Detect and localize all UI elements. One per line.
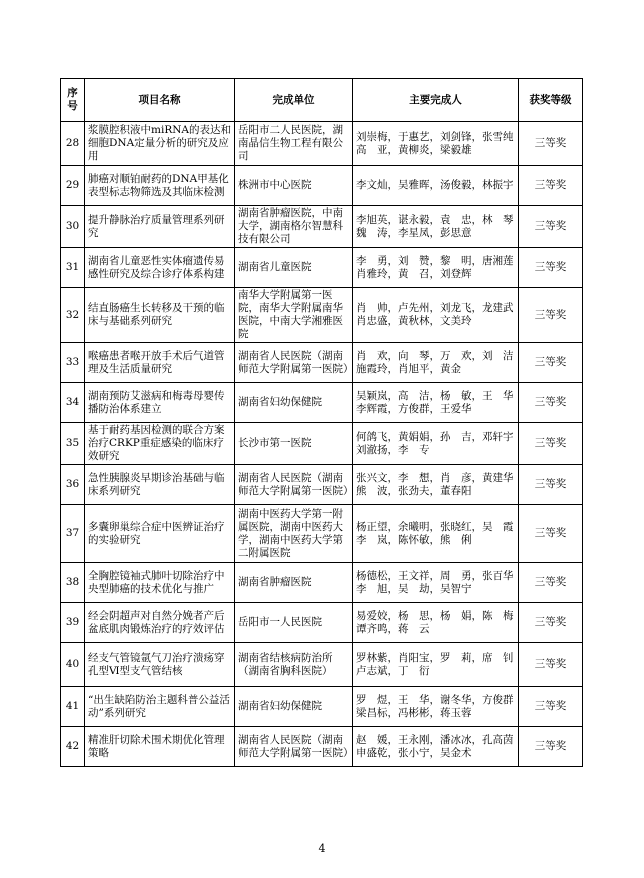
cell-project-name: 提升静脉治疗质量管理系列研究 (85, 206, 235, 248)
cell-unit: 株洲市中心医院 (235, 166, 353, 206)
cell-award: 三等奖 (519, 288, 583, 343)
table-row (61, 465, 583, 505)
cell-no: 30 (61, 206, 85, 248)
cell-no: 28 (61, 122, 85, 166)
cell-award: 三等奖 (519, 383, 583, 423)
awards-table (60, 78, 583, 767)
cell-people: 肖 帅，卢先州，刘龙飞，龙建武肖忠盛，黄秋林，文美玲 (353, 288, 519, 343)
cell-award: 三等奖 (519, 603, 583, 643)
cell-people: 罗 煜，王 华，谢冬华，方俊群梁昌标，冯彬彬，蒋玉蓉 (353, 687, 519, 727)
table-row (61, 423, 583, 465)
cell-people: 张兴文，李 想，肖 彦，黄建华熊 波，张劲夫，董春阳 (353, 465, 519, 505)
table-header-row (61, 79, 583, 122)
cell-no: 42 (61, 727, 85, 767)
cell-people: 李 勇，刘 赞，黎 明，唐湘莲肖雅玲，黄 召，刘登辉 (353, 248, 519, 288)
table-row (61, 383, 583, 423)
cell-project-name: 全胸腔镜袖式肺叶切除治疗中央型肺癌的技术优化与推广 (85, 563, 235, 603)
cell-no: 32 (61, 288, 85, 343)
cell-people: 刘崇梅，于惠艺，刘剑锋，张雪纯高 亚，黄柳炎，梁毅雄 (353, 122, 519, 166)
table-row (61, 727, 583, 767)
cell-people: 杨德松，王文祥，周 勇，张百华李 旭，吴 劫，吴智宁 (353, 563, 519, 603)
cell-award: 三等奖 (519, 206, 583, 248)
cell-project-name: 经支气管镜氩气刀治疗溃疡穿孔型Ⅵ型支气管结核 (85, 643, 235, 687)
cell-people: 李旭英，谌永毅，袁 忠，林 琴魏 涛，李星凤，彭思意 (353, 206, 519, 248)
cell-people: 肖 欢，向 琴，万 欢，刘 洁施霞玲，肖旭平，黄金 (353, 343, 519, 383)
table-row (61, 248, 583, 288)
cell-unit: 湖南省人民医院（湖南师范大学附属第一医院） (235, 465, 353, 505)
cell-project-name: 肺癌对顺铂耐药的DNA甲基化表型标志物筛选及其临床检测 (85, 166, 235, 206)
table-row (61, 206, 583, 248)
cell-unit: 湖南省肿瘤医院 (235, 563, 353, 603)
cell-project-name: 喉癌患者喉开放手术后气道管理及生活质量研究 (85, 343, 235, 383)
cell-award: 三等奖 (519, 643, 583, 687)
cell-no: 31 (61, 248, 85, 288)
cell-project-name: 浆膜腔积液中miRNA的表达和细胞DNA定量分析的研究及应用 (85, 122, 235, 166)
cell-unit: 湖南省肿瘤医院，中南大学，湖南格尔智慧科技有限公司 (235, 206, 353, 248)
cell-award: 三等奖 (519, 166, 583, 206)
header-people: 主要完成人 (353, 79, 519, 122)
cell-award: 三等奖 (519, 122, 583, 166)
table-row (61, 643, 583, 687)
cell-unit: 长沙市第一医院 (235, 423, 353, 465)
table-body (61, 122, 583, 767)
cell-no: 34 (61, 383, 85, 423)
cell-award: 三等奖 (519, 563, 583, 603)
cell-people: 赵 媛，王永刚，潘冰冰，孔高茵申盛乾，张小宁，吴金术 (353, 727, 519, 767)
cell-project-name: 结直肠癌生长转移及干预的临床与基础系列研究 (85, 288, 235, 343)
cell-project-name: 基于耐药基因检测的联合方案治疗CRKP重症感染的临床疗效研究 (85, 423, 235, 465)
table-row (61, 343, 583, 383)
cell-unit: 南华大学附属第一医院，南华大学附属南华医院，中南大学湘雅医院 (235, 288, 353, 343)
table-row (61, 603, 583, 643)
cell-unit: 湖南省儿童医院 (235, 248, 353, 288)
cell-no: 36 (61, 465, 85, 505)
cell-award: 三等奖 (519, 248, 583, 288)
cell-people: 何鸽飞，黄娟娟，孙 吉，邓轩宇刘澈扬，李 专 (353, 423, 519, 465)
cell-project-name: “出生缺陷防治主题科普公益活动”系列研究 (85, 687, 235, 727)
table-row (61, 505, 583, 563)
header-unit: 完成单位 (235, 79, 353, 122)
cell-project-name: 急性胰腺炎早期诊治基础与临床系列研究 (85, 465, 235, 505)
cell-people: 吴颖岚，高 洁，杨 敏，王 华李辉霞，方俊群，王爱华 (353, 383, 519, 423)
cell-no: 41 (61, 687, 85, 727)
cell-unit: 湖南中医药大学第一附属医院，湖南中医药大学，湖南中医药大学第二附属医院 (235, 505, 353, 563)
cell-award: 三等奖 (519, 687, 583, 727)
table-row (61, 122, 583, 166)
cell-unit: 湖南省人民医院（湖南师范大学附属第一医院） (235, 727, 353, 767)
cell-project-name: 湖南预防艾滋病和梅毒母婴传播防治体系建立 (85, 383, 235, 423)
page-number: 4 (318, 842, 326, 855)
cell-no: 39 (61, 603, 85, 643)
cell-project-name: 湖南省儿童恶性实体瘤遗传易感性研究及综合诊疗体系构建 (85, 248, 235, 288)
cell-award: 三等奖 (519, 727, 583, 767)
cell-unit: 岳阳市二人民医院，湖南晶信生物工程有限公司 (235, 122, 353, 166)
table-row (61, 166, 583, 206)
cell-no: 40 (61, 643, 85, 687)
cell-no: 29 (61, 166, 85, 206)
cell-award: 三等奖 (519, 343, 583, 383)
cell-no: 38 (61, 563, 85, 603)
cell-unit: 湖南省人民医院（湖南师范大学附属第一医院） (235, 343, 353, 383)
cell-award: 三等奖 (519, 505, 583, 563)
cell-people: 易爱姣，杨 思，杨 娟，陈 梅谭齐鸣，蒋 云 (353, 603, 519, 643)
cell-no: 35 (61, 423, 85, 465)
cell-people: 杨正望，余曦明，张晓红，吴 霞李 岚，陈怀敏，熊 俐 (353, 505, 519, 563)
cell-unit: 岳阳市一人民医院 (235, 603, 353, 643)
cell-no: 33 (61, 343, 85, 383)
cell-project-name: 精准肝切除术围术期优化管理策略 (85, 727, 235, 767)
table-row (61, 288, 583, 343)
cell-no: 37 (61, 505, 85, 563)
table-row (61, 687, 583, 727)
cell-unit: 湖南省妇幼保健院 (235, 687, 353, 727)
cell-award: 三等奖 (519, 465, 583, 505)
cell-unit: 湖南省妇幼保健院 (235, 383, 353, 423)
table-row (61, 563, 583, 603)
cell-people: 罗林紫，肖阳宝，罗 莉，席 钊卢志斌，丁 衍 (353, 643, 519, 687)
cell-project-name: 经会阴超声对自然分娩者产后盆底肌肉锻炼治疗的疗效评估 (85, 603, 235, 643)
cell-unit: 湖南省结核病防治所（湖南省胸科医院） (235, 643, 353, 687)
cell-project-name: 多囊卵巢综合症中医辨证治疗的实验研究 (85, 505, 235, 563)
header-no: 序号 (61, 79, 85, 122)
cell-people: 李文灿，吴雅晖，汤俊毅，林振宇 (353, 166, 519, 206)
header-award: 获奖等级 (519, 79, 583, 122)
header-project-name: 项目名称 (85, 79, 235, 122)
cell-award: 三等奖 (519, 423, 583, 465)
